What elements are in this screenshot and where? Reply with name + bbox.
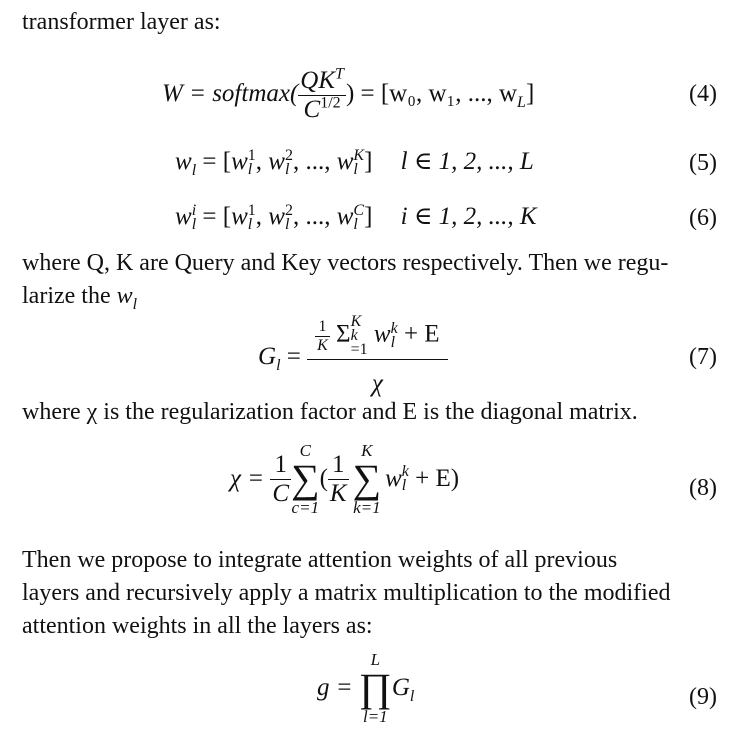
para-after-eq6-line2-text: larize the [22, 283, 111, 309]
intro-text: transformer layer as: [22, 9, 221, 35]
eq9-lower: l=1 [362, 707, 388, 726]
eq8-outer-num: 1 [274, 450, 287, 478]
eq4-den: C [303, 96, 321, 123]
eq8-inner-num: 1 [332, 450, 345, 478]
eq8-outer-sum: C ∑ c=1 [291, 441, 320, 517]
para-after-eq7: where χ is the regularization factor and E is the diagonal matrix. [22, 399, 638, 425]
eq5-condition: l ∈ 1, 2, ..., L [400, 148, 534, 175]
equation-7 [0, 313, 748, 397]
equation-8-number: (8) [689, 475, 717, 501]
eq8-outer-den: C [272, 479, 290, 507]
eq7-lhs-sub: l [276, 356, 281, 374]
eq8-tail: + E) [415, 465, 460, 492]
eq8-outer-lower: c=1 [291, 498, 320, 517]
equation-6-body: w i l = [w 1 l , w 2 l , ..., w C l ] i ∈ 1, 2, ..., K [175, 202, 537, 234]
equation-8-body: χ = $\frac{1}{C}$ C ∑ c=1 ( $\frac{1}{K}$ K ∑ k=1 w k l + E) [230, 441, 460, 517]
equation-6-number: (6) [689, 205, 717, 231]
equation-9-number: (9) [689, 684, 717, 710]
equation-9-body [317, 651, 414, 725]
para-before-eq9-line3: attention weights in all the layers as: [22, 613, 373, 639]
equation-4-number: (4) [689, 81, 717, 107]
equation-5 [0, 147, 748, 179]
eq4-rhs-text: ) = [w₀, w₁, ..., w [345, 80, 518, 108]
eq7-lhs: G [258, 342, 277, 370]
eq8-inner-sum: K ∑ k=1 [352, 441, 382, 517]
equation-7-number: (7) [689, 344, 717, 370]
equation-7-body: $G_l$ = $\frac{1}{K}$ Σ K k =1 w k l + E χ [258, 315, 448, 398]
eq7-fraction: $\frac{1}{K}$ Σ K k =1 w k l + E χ [307, 315, 447, 398]
para-after-eq6-line1: where Q, K are Query and Key vectors respectively. Then we regu- [22, 250, 669, 276]
equation-4-body [162, 67, 534, 124]
eq7-inner-den: K [317, 336, 328, 354]
equation-6 [0, 202, 748, 234]
equation-5-body: $w_l = [w$ 1 l , w 2 l , ..., w K l ] l ∈ 1, 2, ..., L [175, 147, 534, 179]
para-before-eq9-line1: Then we propose to integrate attention weights of all previous [22, 547, 618, 573]
eq8-inner-lower: k=1 [353, 498, 381, 517]
eq7-num-tail: + E [403, 320, 440, 348]
eq8-inner-upper: K [361, 441, 373, 460]
para-after-eq6-line2: larize the $w_l$ [22, 283, 138, 313]
eq8-outer-fraction [270, 451, 291, 508]
eq9-rhs-sub: l [409, 688, 415, 705]
equation-5-number: (5) [689, 150, 717, 176]
eq7-den: χ [307, 359, 447, 398]
eq4-fraction [298, 67, 346, 124]
eq8-inner-fraction [328, 451, 349, 508]
eq4-lhs: W = softmax( [162, 80, 299, 108]
eq9-rhs: G [391, 674, 410, 701]
eq8-outer-upper: C [299, 441, 311, 460]
eq4-rhs-close: ] [525, 80, 535, 108]
para-before-eq9-line2: layers and recursively apply a matrix multiplication to the modified [22, 580, 671, 606]
equation-8 [0, 441, 748, 517]
eq6-condition: i ∈ 1, 2, ..., K [400, 203, 537, 230]
eq8-inner-den: K [329, 479, 347, 507]
eq9-lhs: g = [317, 674, 353, 701]
equation-9 [0, 650, 748, 726]
eq4-rhs-sub: L [517, 94, 526, 112]
eq4-num-sup: T [335, 65, 344, 83]
equation-4 [0, 65, 748, 123]
eq8-lhs: χ = [230, 465, 265, 492]
eq4-num: QK [300, 67, 336, 94]
eq4-den-sup: 1/2 [320, 94, 341, 112]
eq4-rhs [345, 80, 535, 112]
eq9-product: L ∏ l=1 [358, 650, 392, 726]
eq7-inner-num: 1 [318, 317, 327, 335]
eq9-upper: L [370, 650, 381, 669]
